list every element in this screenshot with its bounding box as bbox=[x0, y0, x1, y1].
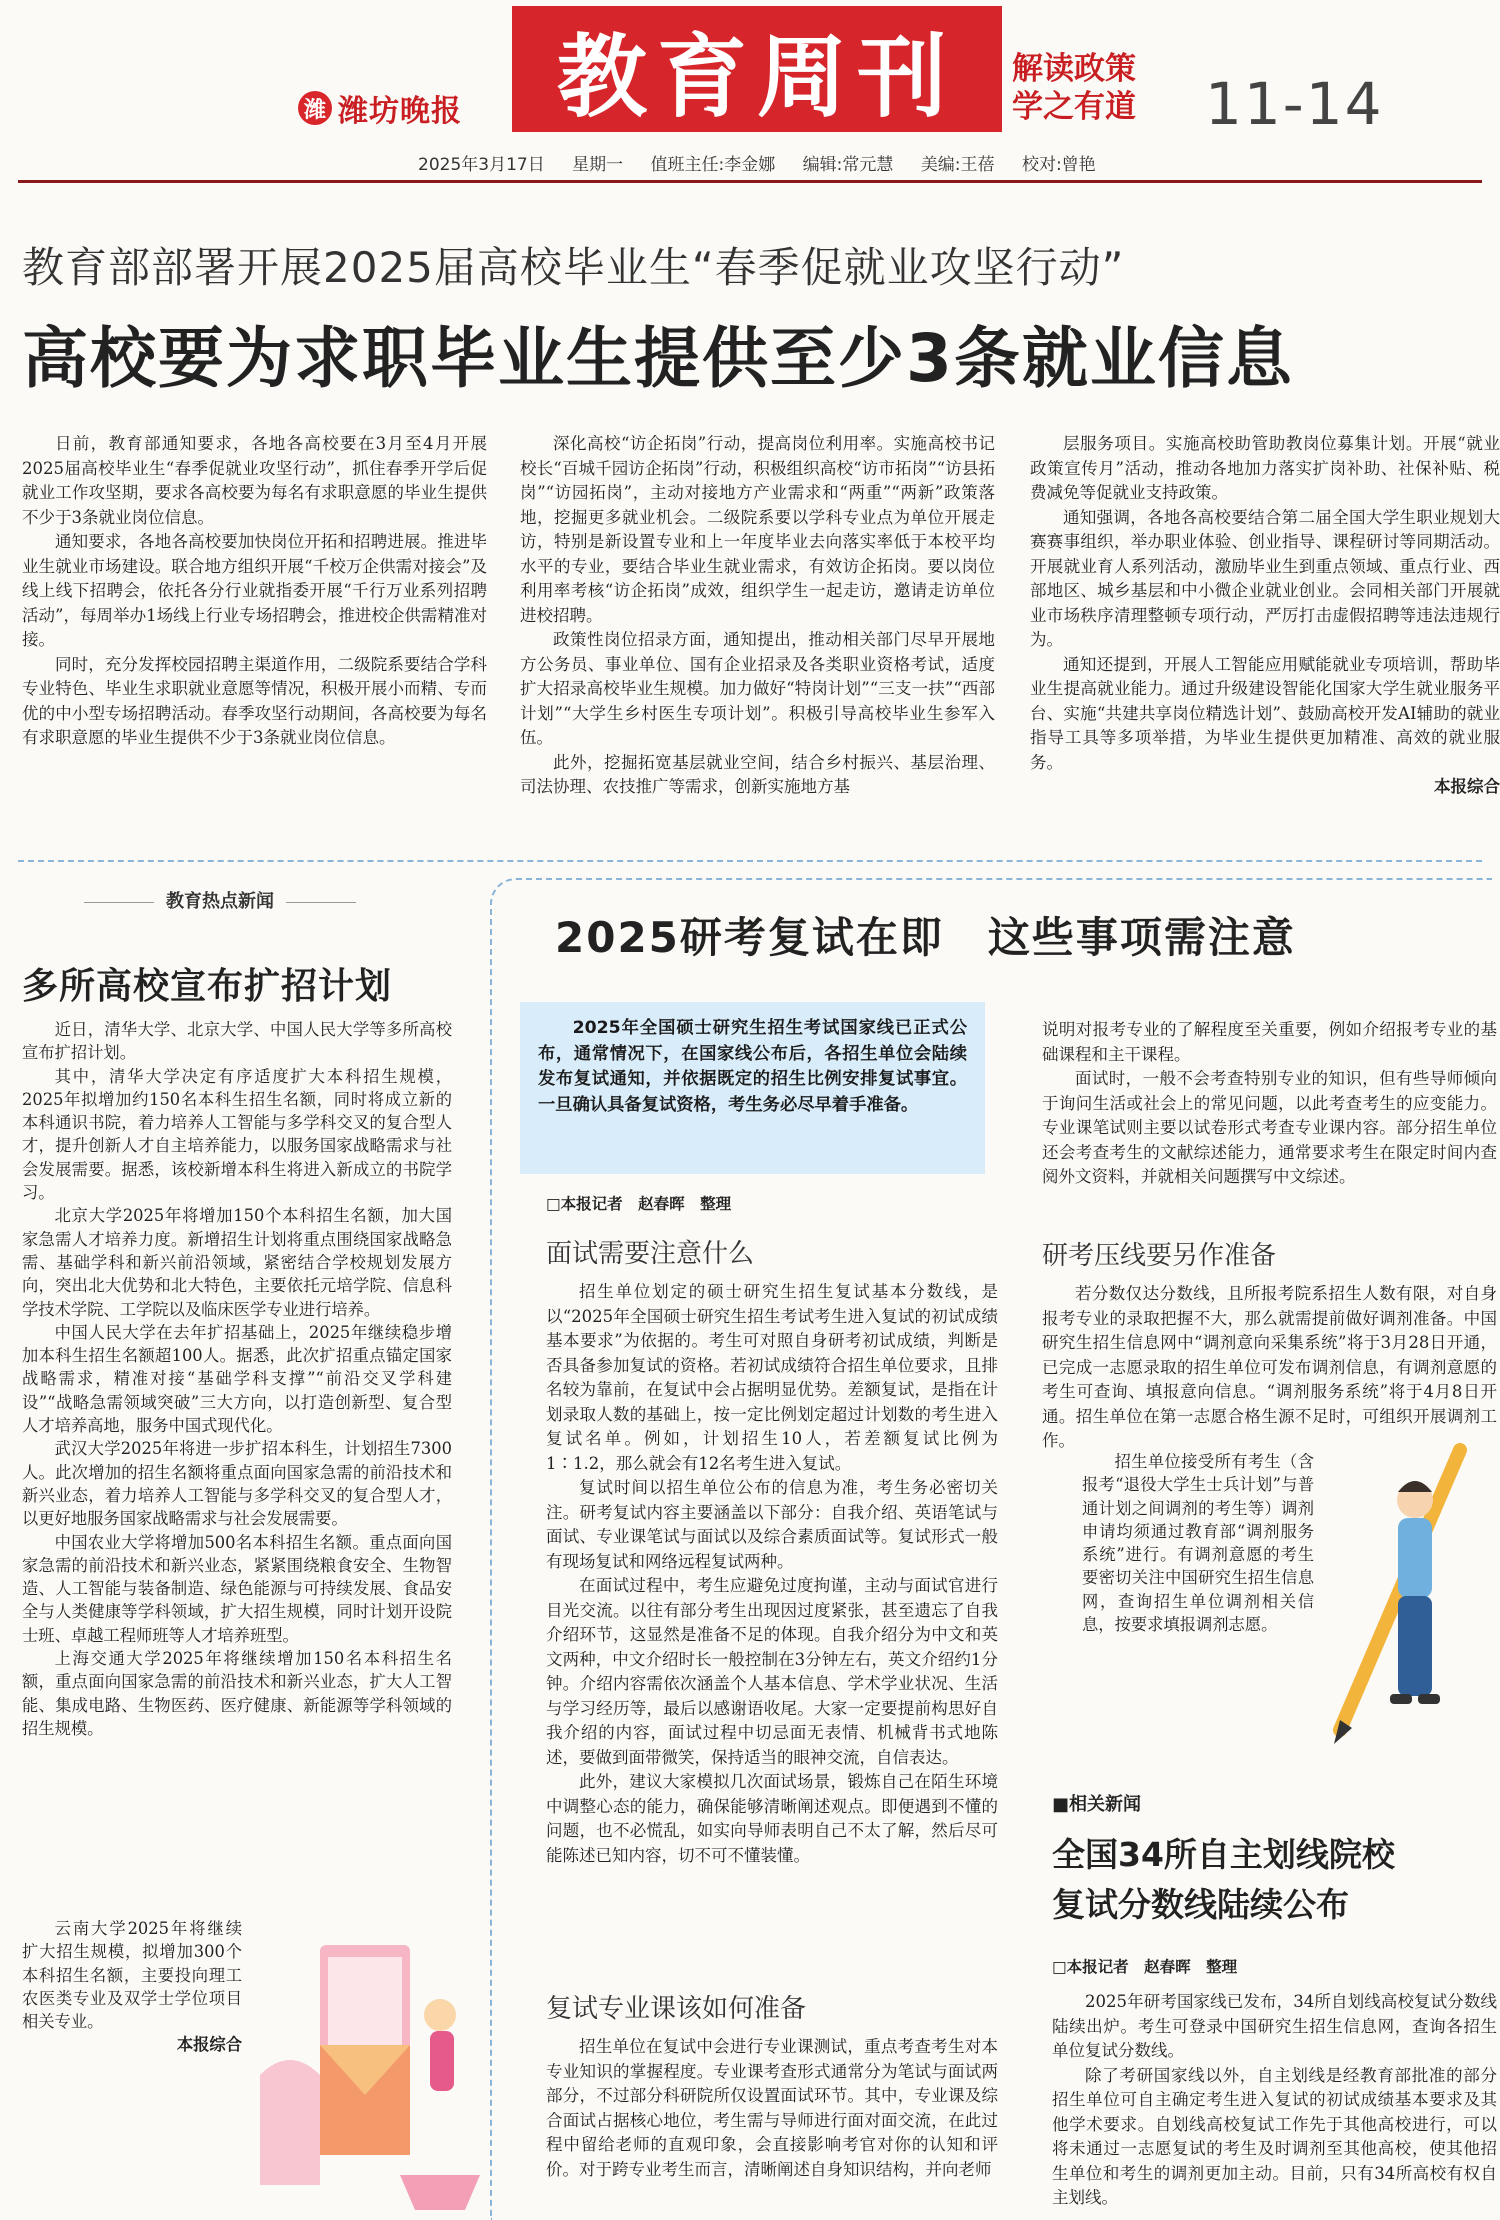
paragraph: 招生单位划定的硕士研究生招生复试基本分数线，是以“2025年全国硕士研究生招生考试考生进入复试的初试成绩基本要求”为依据的。考生可对照自身研考初试成绩，判断是否具备参加复试的资格。若初试成绩符合招生单位要求，且排名较为靠前，在复试中会占据明显优势。差额复试，是指在计划录取人数的基础上，按一定比例划定超过计划数的考生进入复试名单。例如，计划招生10人，若差额复试比例为1∶1.2，那么就会有12名考生进入复试。 bbox=[546, 1282, 998, 1473]
lead-column-2 bbox=[520, 432, 995, 800]
feature-headline: 2025研考复试在即 这些事项需注意 bbox=[555, 913, 1296, 962]
feature-column-middle bbox=[546, 1280, 998, 1868]
related-news-headline bbox=[1052, 1830, 1492, 1930]
info-bar bbox=[418, 150, 1118, 175]
headline-line: 全国34所自主划线院校 bbox=[1052, 1835, 1395, 1874]
section-title-courses: 复试专业课该如何准备 bbox=[546, 1994, 807, 2024]
proofreader: 校对:曾艳 bbox=[1021, 155, 1096, 175]
byline: 本报综合 bbox=[176, 2035, 242, 2055]
envelope-illustration bbox=[250, 1925, 485, 2215]
feature-reporter: □本报记者 赵春晖 整理 bbox=[546, 1195, 732, 1213]
lead-column-1 bbox=[22, 432, 487, 751]
paragraph: 其中，清华大学决定有序适度扩大本科招生规模，2025年拟增加约150名本科生招生名额，同时将成立新的本科通识书院，着力培养人工智能与多学科交叉的复合型人才，提升创新人才自主培养能力，以服务国家战略需求与社会发展需要。据悉，该校新增本科生将进入新成立的书院学习。 bbox=[22, 1066, 452, 1203]
masthead-rule bbox=[18, 180, 1482, 183]
paragraph: 层服务项目。实施高校助管助教岗位募集计划。开展“就业政策宣传月”活动，推动各地加力落实扩岗补助、社保补贴、税费减免等促就业支持政策。 bbox=[1030, 434, 1500, 502]
feature-intro-box bbox=[520, 1002, 985, 1174]
intro-text: 2025年全国硕士研究生招生考试国家线已正式公布，通常情况下，在国家线公布后，各招生单位会陆续发布复试通知，并依据既定的招生比例安排复试事宜。一旦确认具备复试资格，考生务必尽早着手准备。 bbox=[538, 1018, 967, 1115]
headline-line: 复试分数线陆续公布 bbox=[1052, 1885, 1349, 1924]
paragraph: 深化高校“访企拓岗”行动，提高岗位利用率。实施高校书记校长“百城千园访企拓岗”行动，积极组织高校“访市拓岗”“访县拓岗”“访园拓岗”，主动对接地方产业需求和“两重”“两新”政策落地，挖掘更多就业机会。二级院系要以学科专业点为单位开展走访，特别是新设置专业和上一年度毕业去向落实率低于本校平均水平的专业，要结合毕业生就业需求，有效访企拓岗。要以岗位利用率考核“访企拓岗”成效，组织学生一起走访，邀请走访单位进校招聘。 bbox=[520, 434, 995, 625]
paragraph: 日前，教育部通知要求，各地各高校要在3月至4月开展2025届高校毕业生“春季促就业攻坚行动”，抓住春季开学后促就业工作攻坚期，要求各高校要为每名有求职意愿的毕业生提供不少于3条就业岗位信息。 bbox=[22, 434, 487, 527]
paragraph: 说明对报考专业的了解程度至关重要，例如介绍报考专业的基础课程和主干课程。 bbox=[1042, 1020, 1497, 1064]
issue-date: 2025年3月17日 bbox=[418, 155, 545, 175]
hot-news-label: 教育热点新闻 bbox=[30, 887, 410, 913]
related-news-body bbox=[1052, 1990, 1497, 2211]
paper-name: 潍坊晚报 bbox=[338, 94, 462, 129]
lead-subhead: 教育部部署开展2025届高校毕业生“春季促就业攻坚行动” bbox=[22, 243, 1125, 292]
paragraph: 此外，挖掘拓宽基层就业空间，结合乡村振兴、基层治理、司法协理、农技推广等需求，创新实施地方基 bbox=[520, 752, 995, 796]
paragraph: 武汉大学2025年将进一步扩招本科生，计划招生7300人。此次增加的招生名额将重点面向国家急需的前沿技术和新兴业态，着力培养人工智能与多学科交叉的复合型人才，以更好地服务国家战略需求与社会发展需要。 bbox=[22, 1439, 452, 1529]
paragraph: 面试时，一般不会考查特别专业的知识，但有些导师倾向于询问生活或社会上的常见问题，以此考查考生的应变能力。专业课笔试则主要以试卷形式考查专业课内容。部分招生单位还会考查考生的文献综述能力，通常要求考生在限定时间内查阅外文资料，并就相关问题撰写中文综述。 bbox=[1042, 1069, 1497, 1186]
paragraph: 通知要求，各地各高校要加快岗位开拓和招聘进展。推进毕业生就业市场建设。联合地方组织开展“千校万企供需对接会”及线上线下招聘会，依托各分行业就指委开展“千行万业系列招聘活动”，每周举办1场线上行业专场招聘会，推进校企供需精准对接。 bbox=[22, 532, 487, 649]
slogan-line: 解读政策 bbox=[1012, 51, 1136, 87]
slogan bbox=[1012, 50, 1136, 126]
paragraph: 复试时间以招生单位公布的信息为准，考生务必密切关注。研考复试内容主要涵盖以下部分：自我介绍、英语笔试与面试、专业课笔试与面试以及综合素质面试等。复试形式一般有现场复试和网络远程复试两种。 bbox=[546, 1478, 998, 1571]
paragraph: 近日，清华大学、北京大学、中国人民大学等多所高校宣布扩招计划。 bbox=[22, 1020, 452, 1063]
editor: 编辑:常元慧 bbox=[802, 155, 894, 175]
paragraph: 政策性岗位招录方面，通知提出，推动相关部门尽早开展地方公务员、事业单位、国有企业招录及各类职业资格考试，适度扩大招录高校毕业生规模。加力做好“特岗计划”“三支一扶”“西部计划”“大学生乡村医生专项计划”。积极引导高校毕业生参军入伍。 bbox=[520, 630, 995, 747]
related-reporter: □本报记者 赵春晖 整理 bbox=[1052, 1958, 1238, 1976]
related-news-label: ■相关新闻 bbox=[1052, 1794, 1142, 1815]
paragraph: 通知还提到，开展人工智能应用赋能就业专项培训，帮助毕业生提高就业能力。通过升级建设智能化国家大学生就业服务平台、实施“共建共享岗位精选计划”、鼓励高校开发AI辅助的就业指导工具等多项举措，为毕业生提供更加精准、高效的就业服务。 bbox=[1030, 654, 1500, 772]
newspaper-logo-icon: 潍 bbox=[298, 91, 332, 125]
hot-news-headline: 多所高校宣布扩招计划 bbox=[22, 966, 393, 1007]
weekday: 星期一 bbox=[572, 155, 624, 175]
lead-headline: 高校要为求职毕业生提供至少3条就业信息 bbox=[22, 320, 1294, 397]
paragraph: 在面试过程中，考生应避免过度拘谨，主动与面试官进行目光交流。以往有部分考生出现因过度紧张，甚至遗忘了自我介绍环节，这显然是准备不足的体现。自我介绍分为中文和英文两种，中文介绍时长一般控制在3分钟左右，英文介绍约1分钟。介绍内容需依次涵盖个人基本信息、学术学业状况、生活与学习经历等，最后以感谢语收尾。大家一定要提前构思好自我介绍的内容，面试过程中切忌面无表情、机械背书式地陈述，要做到面带微笑，保持适当的眼神交流，自信表达。 bbox=[546, 1576, 998, 1767]
paragraph: 上海交通大学2025年将继续增加150名本科招生名额，重点面向国家急需的前沿技术和新兴业态，扩大人工智能、集成电路、生物医药、医疗健康、新能源等学科领域的招生规模。 bbox=[22, 1649, 452, 1738]
feature-column-right-narrow bbox=[1082, 1450, 1314, 1636]
page-range: 11-14 bbox=[1205, 70, 1384, 138]
duty-editor: 值班主任:李金娜 bbox=[650, 155, 776, 175]
feature-column-right bbox=[1042, 1282, 1497, 1454]
student-with-pencil-illustration bbox=[1320, 1430, 1490, 1770]
paragraph: 此外，建议大家模拟几次面试场景，锻炼自己在陌生环境中调整心态的能力，确保能够清晰阐述观点。即便遇到不懂的问题，也不必慌乱，如实向导师表明自己不太了解，然后尽可能陈述已知内容，切不可不懂装懂。 bbox=[546, 1772, 998, 1865]
hot-news-tail bbox=[22, 1917, 242, 2057]
paragraph: 2025年研考国家线已发布，34所自划线高校复试分数线陆续出炉。考生可登录中国研究生招生信息网，查询各招生单位复试分数线。 bbox=[1052, 1992, 1497, 2060]
lead-column-3 bbox=[1030, 432, 1500, 800]
feature-column-middle-2 bbox=[546, 2035, 998, 2182]
paragraph: 通知强调，各地各高校要结合第二届全国大学生职业规划大赛赛事组织，举办职业体验、创业指导、课程研讨等同期活动。开展就业育人系列活动，激励毕业生到重点领域、重点行业、西部地区、城乡基层和中小微企业就业创业。会同相关部门开展就业市场秩序清理整顿专项行动，严厉打击虚假招聘等违法违规行为。 bbox=[1030, 507, 1500, 649]
paragraph: 招生单位在复试中会进行专业课测试，重点考查考生对本专业知识的掌握程度。专业课考查形式通常分为笔试与面试两部分，不过部分科研院所仅设置面试环节。其中，专业课及综合面试占据核心地位，考生需与导师进行面对面交流，在此过程中留给老师的直观印象，会直接影响考官对你的认知和评价。对于跨专业考生而言，清晰阐述自身知识结构，并向老师 bbox=[546, 2037, 998, 2179]
section-title-interview: 面试需要注意什么 bbox=[546, 1239, 755, 1269]
paragraph: 云南大学2025年将继续扩大招生规模，拟增加300个本科招生名额，主要投向理工农医类专业及双学士学位项目相关专业。 bbox=[22, 1919, 242, 2032]
paragraph: 招生单位接受所有考生（含报考“退役大学生士兵计划”与普通计划之间调剂的考生等）调剂申请均须通过教育部“调剂服务系统”进行。有调剂意愿的考生要密切关注中国研究生招生信息网，查询招生单位调剂相关信息，按要求填报调剂志愿。 bbox=[1082, 1452, 1314, 1635]
section-title-adjustment: 研考压线要另作准备 bbox=[1042, 1241, 1277, 1271]
section-divider bbox=[18, 860, 1482, 862]
paragraph: 中国人民大学在去年扩招基础上，2025年继续稳步增加本科生招生名额超100人。据悉，此次扩招重点锚定国家战略需求，精准对接“基础学科支撑”“前沿交叉学科建设”“战略急需领域突破”三大方向，以打造创新型、复合型人才培养高地，服务中国式现代化。 bbox=[22, 1322, 452, 1436]
newspaper-logo bbox=[298, 86, 462, 130]
paragraph: 同时，充分发挥校园招聘主渠道作用，二级院系要结合学科专业特色、毕业生求职就业意愿等情况，积极开展小而精、专而优的中小型专场招聘活动。春季攻坚行动期间，各高校要为每名有求职意愿的毕业生提供不少于3条就业岗位信息。 bbox=[22, 654, 487, 747]
paragraph: 若分数仅达分数线，且所报考院系招生人数有限，对自身报考专业的录取把握不大，那么就需提前做好调剂准备。中国研究生招生信息网中“调剂意向采集系统”将于3月28日开通，已完成一志愿录取的招生单位可发布调剂信息，有调剂意愿的考生可查询、填报意向信息。“调剂服务系统”将于4月8日开通。招生单位在第一志愿合格生源不足时，可组织开展调剂工作。 bbox=[1042, 1284, 1497, 1450]
hot-news-body bbox=[22, 1018, 452, 1740]
paragraph: 北京大学2025年将增加150个本科招生名额，加大国家急需人才培养力度。新增招生计划将重点围绕国家战略急需、基础学科和新兴前沿领域，紧密结合学校规划发展方向，突出北大优势和北大特色，主要依托元培学院、信息科学技术学院、工学院以及临床医学专业进行培养。 bbox=[22, 1206, 452, 1319]
feature-column-right-top bbox=[1042, 1018, 1497, 1190]
section-title: 教育周刊 bbox=[512, 6, 1002, 132]
paragraph: 中国农业大学将增加500名本科招生名额。重点面向国家急需的前沿技术和新兴业态，紧紧围绕粮食安全、生物智造、人工智能与装备制造、绿色能源与可持续发展、食品安全与人类健康等学科领域，扩大招生规模，同时计划开设院士班、卓越工程师班等人才培养班型。 bbox=[22, 1532, 452, 1645]
art-editor: 美编:王蓓 bbox=[920, 155, 995, 175]
byline: 本报综合 bbox=[1434, 777, 1500, 796]
paragraph: 除了考研国家线以外，自主划线是经教育部批准的部分招生单位可自主确定考生进入复试的初试成绩基本要求及其他学术要求。自划线高校复试工作先于其他高校进行，可以将未通过一志愿复试的考生及时调剂至其他高校，使其他招生单位和考生的调剂更加主动。目前，只有34所高校有权自主划线。 bbox=[1052, 2065, 1497, 2207]
slogan-line: 学之有道 bbox=[1012, 89, 1136, 125]
